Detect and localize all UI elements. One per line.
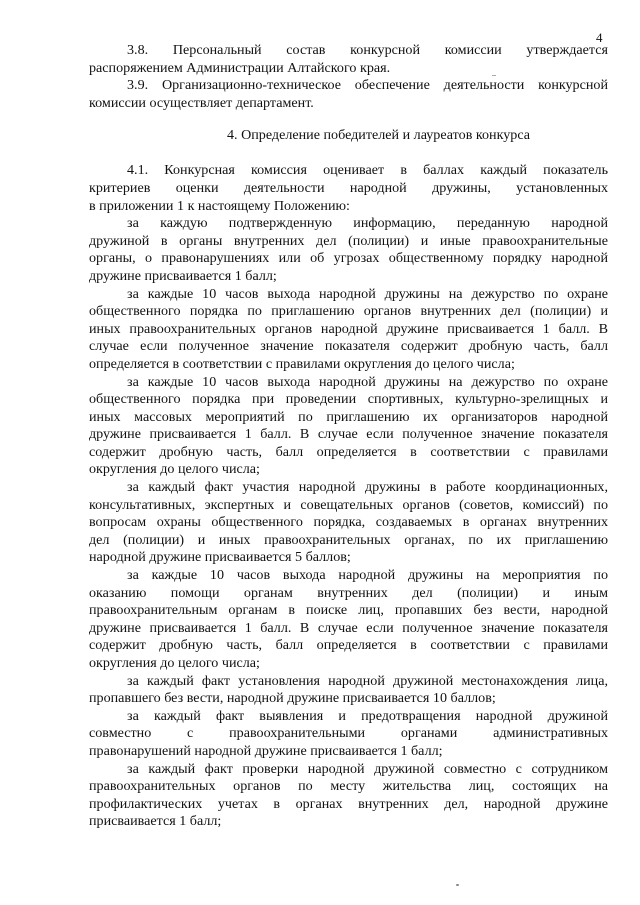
text-line: определяется в соответствии с правилами округления до целого числа; xyxy=(89,355,515,372)
criterion-item xyxy=(89,479,608,567)
paragraph-3-9 xyxy=(89,77,608,112)
text-line: общественного порядка по приглашению органов внутренних дел (полиции) и xyxy=(89,303,608,320)
text-line: в приложении 1 к настоящему Положению: xyxy=(89,197,350,214)
text-line: за каждый факт проверки народной дружиной совместно с сотрудником xyxy=(127,760,608,777)
text-line: комиссии осуществляет департамент. xyxy=(89,94,314,111)
text-line: 4.1. Конкурсная комиссия оценивает в баллах каждый показатель xyxy=(127,162,608,179)
text-line: за каждый факт выявления и предотвращения народной дружиной xyxy=(127,707,608,724)
text-line: оказанию помощи органам внутренних дел (полиции) и иным xyxy=(89,584,608,601)
text-line: правоохранительным органам в поиске лиц, пропавших без вести, народной xyxy=(89,602,608,619)
text-line: распоряжением Администрации Алтайского края. xyxy=(89,59,391,76)
section-heading: 4. Определение победителей и лауреатов конкурса xyxy=(226,127,531,144)
text-line: общественного порядка при проведении спортивных, культурно-зрелищных и xyxy=(89,391,608,408)
text-line: округления до целого числа; xyxy=(89,461,260,478)
text-line: округления до целого числа; xyxy=(89,655,260,671)
text-line: присваивается 1 балл; xyxy=(89,813,222,830)
paragraph-3-8 xyxy=(89,42,608,77)
text-line: консультативных, экспертных и совещательных органов (советов, комиссий) по xyxy=(89,496,608,513)
text-line: за каждые 10 часов выхода народной дружины на дежурство по охране xyxy=(127,373,608,390)
text-line: вопросам охраны общественного порядка, создаваемых в органах внутренних xyxy=(89,514,608,531)
text-line: профилактических учетах в органах внутренних дел, народной дружине xyxy=(89,795,608,812)
text-line: случае если полученное значение показателя содержит дробную часть, балл xyxy=(89,338,608,355)
text-line: критериев оценки деятельности народной дружины, установленных xyxy=(89,179,608,196)
text-line: пропавшего без вести, народной дружине присваивается 10 баллов; xyxy=(89,690,496,707)
text-line: народной дружине присваивается 5 баллов; xyxy=(89,549,351,566)
text-line: правоохранительных органов по месту жительства лиц, состоящих на xyxy=(89,778,608,795)
text-line: 3.9. Организационно-техническое обеспечение деятельности конкурсной xyxy=(127,77,608,94)
scan-mark xyxy=(456,884,459,886)
text-line: дружиной в органы внутренних дел (полиции) и иные правоохранительные xyxy=(89,232,608,249)
text-line: содержит дробную часть, балл определяется в соответствии с правилами xyxy=(89,443,608,460)
text-line: правонарушений народной дружине присваивается 1 балл; xyxy=(89,742,443,759)
document-body xyxy=(89,42,608,831)
text-line: дружине присваивается 1 балл; xyxy=(89,267,277,284)
page-number: 4 xyxy=(596,30,603,45)
text-line: дружине присваивается 1 балл. В случае если полученное значение показателя xyxy=(89,619,608,636)
text-line: за каждый факт установления народной дружиной местонахождения лица, xyxy=(127,672,608,689)
text-line: за каждый факт участия народной дружины в работе координационных, xyxy=(127,479,608,496)
criterion-item xyxy=(89,761,608,831)
text-line: органы, о правонарушениях или об угрозах общественному порядку народной xyxy=(89,250,608,267)
criterion-item xyxy=(89,567,608,673)
criterion-item xyxy=(89,708,608,761)
criterion-item xyxy=(89,215,608,285)
criterion-item xyxy=(89,286,608,374)
text-line: дел (полиции) и иных правоохранительных органах, по их приглашению xyxy=(89,531,608,548)
text-line: дружине присваивается 1 балл. В случае если полученное значение показателя xyxy=(89,426,608,443)
text-line: иных массовых мероприятий по приглашению их организаторов народной xyxy=(89,408,608,425)
paragraph-4-1 xyxy=(89,162,608,215)
text-line: совместно с правоохранительными органами административных xyxy=(89,725,608,742)
text-line: 3.8. Персональный состав конкурсной комиссии утверждается xyxy=(127,42,608,58)
text-line: за каждые 10 часов выхода народной дружины на дежурство по охране xyxy=(127,285,608,302)
text-line: за каждые 10 часов выхода народной дружины на мероприятия по xyxy=(127,567,608,584)
criterion-item xyxy=(89,374,608,480)
criterion-item xyxy=(89,673,608,708)
text-line: за каждую подтвержденную информацию, переданную народной xyxy=(127,215,608,232)
text-line: содержит дробную часть, балл определяется в соответствии с правилами xyxy=(89,637,608,654)
text-line: иных правоохранительных органов народной дружине присваивается 1 балл. В xyxy=(89,320,608,337)
